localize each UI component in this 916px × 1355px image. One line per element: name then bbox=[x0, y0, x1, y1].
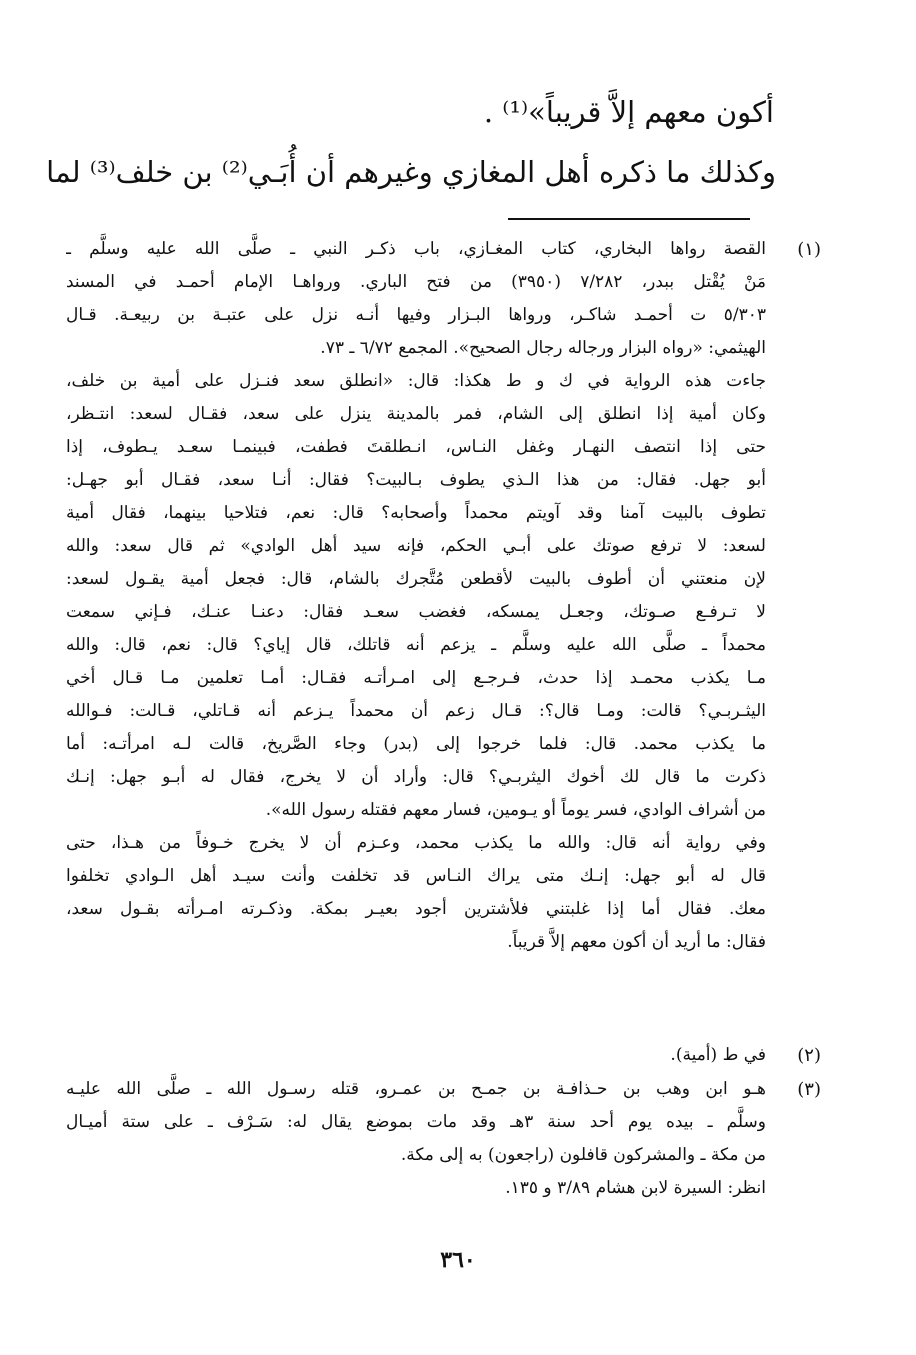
footnote-number: (٣) bbox=[797, 1079, 821, 1100]
body-text-line: وكذلك ما ذكره أهل المغازي وغيرهم أن أُبَـي⁽²⁾ بن خلف⁽³⁾ لما bbox=[46, 155, 776, 189]
footnote-number: (٢) bbox=[797, 1045, 821, 1066]
footnote-line: ٥/٣٠٣ ت أحمـد شاكـر، ورواها البـزار وفيها أنـه نزل على عتبـة بن ربيعـة. قـال bbox=[66, 305, 766, 325]
footnote-line: حتى إذا انتصف النهـار وغفل النـاس، انـطلقتَ فطفت، فبينمـا سعـد يـطوف، إذا bbox=[66, 437, 766, 457]
body-text-line: أكون معهم إلاَّ قريباً»⁽¹⁾ . bbox=[483, 95, 774, 129]
footnote-line: من مكة ـ والمشركون قافلون (راجعون) به إلى مكة. bbox=[400, 1145, 766, 1165]
footnote-line: معك. فقال أما إذا غلبتني فلأشترين أجود بعيـر بمكة. وذكـرته امـرأته بقـول سعد، bbox=[66, 899, 766, 919]
footnote-line: من أشراف الوادي، فسر يوماً أو يـومين، فسار معهم فقتله رسول الله». bbox=[265, 800, 766, 820]
footnote-3 bbox=[66, 1073, 821, 1205]
footnote-2 bbox=[66, 1039, 821, 1072]
footnote-line: فقال: ما أريد أن أكون معهم إلاَّ قريباً. bbox=[507, 932, 766, 952]
footnote-line: انظر: السيرة لابن هشام ٣/٨٩ و ١٣٥. bbox=[505, 1178, 766, 1198]
footnote-line: لا تـرفـع صـوتك، وجعـل يمسكه، فغضب سعـد فقال: دعنـا عنـك، فـإني سمعت bbox=[66, 602, 766, 622]
footnote-line: مـا يكذب محمـد إذا حدث، فـرجـع إلى امـرأتـه فقـال: أمـا تعلمين مـا قـال أخي bbox=[66, 668, 766, 688]
footnote-line: ما يكذب محمد. قال: فلما خرجوا إلى (بدر) وجاء الصَّريخ، قالت لـه امرأتـه: أما bbox=[66, 734, 766, 754]
footnote-line: محمداً ـ صلَّى الله عليه وسلَّم ـ يزعم أنه قاتلك، قال إياي؟ قال: نعم، قال: والله bbox=[66, 635, 766, 655]
footnote-number: (١) bbox=[797, 239, 821, 260]
footnote-line: لإن منعتني أن أطوف بالبيت لأقطعن مُتَّجرك بالشام، قال: فجعل أمية يقـول لسعد: bbox=[66, 569, 766, 589]
footnote-line: مَنْ يُقْتل ببدر، ٧/٢٨٢ (٣٩٥٠) من فتح الباري. ورواهـا الإمام أحمـد في المسند bbox=[66, 272, 766, 292]
footnote-line: اليثـربـي؟ قالت: ومـا قال؟: قـال زعم أن محمداً يـزعم أنه قـاتلي، قـالت: فـوالله bbox=[66, 701, 766, 721]
footnote-line: القصة رواها البخاري، كتاب المغـازي، باب ذكـر النبي ـ صلَّى الله عليه وسلَّم ـ bbox=[66, 239, 766, 259]
footnote-line: أبو جهل. فقال: من هذا الـذي يطوف بـالبيت؟ فقال: أنـا سعد، فقـال أبو جهـل: bbox=[66, 470, 766, 490]
footnote-line: في ط (أمية). bbox=[670, 1045, 766, 1065]
footnote-line: الهيثمي: «رواه البزار ورجاله رجال الصحيح». المجمع ٦/٧٢ ـ ٧٣. bbox=[320, 338, 766, 358]
footnote-line: وسلَّم ـ بيده يوم أحد سنة ٣هـ وقد مات بموضع يقال له: سَـرْف ـ على ستة أميـال bbox=[66, 1112, 766, 1132]
page-number: ٣٦٠ bbox=[440, 1247, 476, 1273]
footnote-line: هـو ابن وهب بن حـذافـة بن جمـح بن عمـرو، قتله رسـول الله ـ صلَّى الله عليـه bbox=[66, 1079, 766, 1099]
footnote-line: تطوف بالبيت آمنا وقد آويتم محمداً وأصحابه؟ قال: نعم، فتلاحيا بينهما، فقال أمية bbox=[66, 503, 766, 523]
footnote-line: ذكرت ما قال لك أخوك اليثربـي؟ قال: وأراد أن لا يخرج، فقال له أبـو جهل: إنـك bbox=[66, 767, 766, 787]
footnote-line: قال له أبو جهل: إنـك متى يراك النـاس قد تخلفت وأنت سيـد أهل الـوادي تخلفوا bbox=[66, 866, 766, 886]
footnote-separator bbox=[508, 218, 750, 220]
footnote-line: وكان أمية إذا انطلق إلى الشام، فمر بالمدينة ينزل على سعد، فقـال لسعد: انتـظر، bbox=[66, 404, 766, 424]
footnote-line: جاءت هذه الرواية في ك و ط هكذا: قال: «انطلق سعد فنـزل على أمية بن خلف، bbox=[66, 371, 766, 391]
footnote-line: لسعد: لا ترفع صوتك على أبـي الحكم، فإنه سيد أهل الوادي» ثم قال سعد: والله bbox=[66, 536, 766, 556]
footnote-1 bbox=[66, 233, 821, 959]
footnote-line: وفي رواية أنه قال: والله ما يكذب محمد، وعـزم أن لا يخرج خـوفاً من هـذا، حتى bbox=[66, 833, 766, 853]
